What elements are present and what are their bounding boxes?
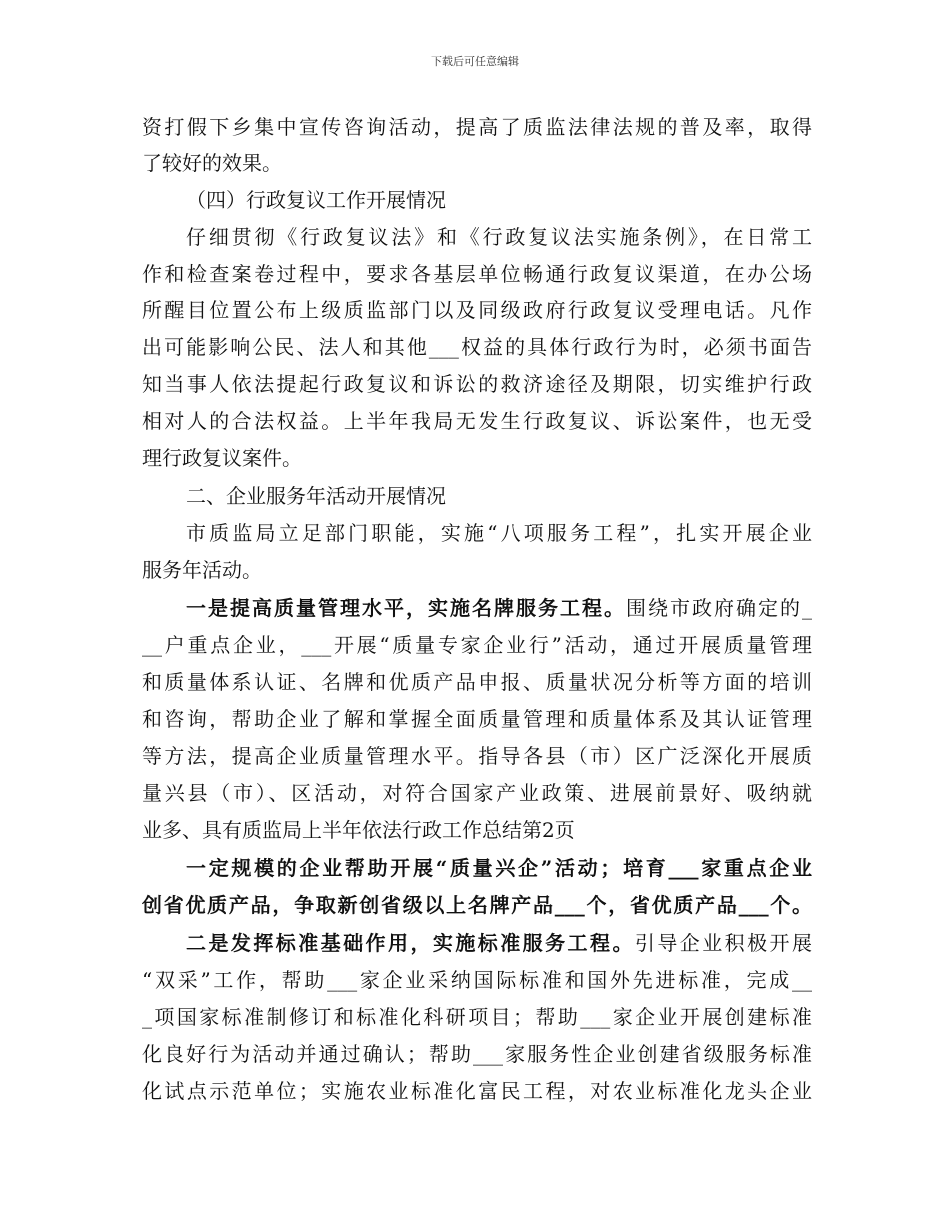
body-line: 一是提高质量管理水平，实施名牌服务工程。围绕市政府确定的_ — [186, 596, 812, 620]
body-line: 相对人的合法权益。上半年我局无发生行政复议、诉讼案件，也无受 — [142, 409, 812, 433]
body-line: 作和检查案卷过程中，要求各基层单位畅通行政复议渠道，在办公场 — [142, 262, 812, 286]
body-line: 知当事人依法提起行政复议和诉讼的救济途径及期限，切实维护行政 — [142, 372, 812, 396]
body-line-bold: 一定规模的企业帮助开展“质量兴企”活动；培育___家重点企业 — [186, 856, 812, 880]
body-line: 资打假下乡集中宣传咨询活动，提高了质监法律法规的普及率，取得 — [142, 115, 812, 139]
body-line: 服务年活动。 — [142, 558, 262, 582]
body-line: 二是发挥标准基础作用，实施标准服务工程。引导企业积极开展 — [186, 931, 813, 955]
body-line: 和质量体系认证、名牌和优质产品申报、质量状况分析等方面的培训 — [142, 670, 812, 694]
bold-lead: 一是提高质量管理水平，实施名牌服务工程。 — [186, 596, 626, 620]
body-line-bold: 创省优质产品，争取新创省级以上名牌产品___个，省优质产品___个。 — [142, 893, 813, 917]
body-line: 理行政复议案件。 — [142, 446, 302, 470]
body-line: 业多、具有质监局上半年依法行政工作总结第2页 — [142, 818, 575, 842]
body-line: 仔细贯彻《行政复议法》和《行政复议法实施条例》，在日常工 — [186, 225, 812, 249]
body-line: 量兴县（市）、区活动，对符合国家产业政策、进展前景好、吸纳就 — [142, 781, 812, 805]
body-line: 化试点示范单位；实施农业标准化富民工程，对农业标准化龙头企业 — [142, 1079, 812, 1103]
body-line: 和咨询，帮助企业了解和掌握全面质量管理和质量体系及其认证管理 — [142, 707, 812, 731]
body-line: _项国家标准制修订和标准化科研项目；帮助___家企业开展创建标准 — [142, 1005, 812, 1029]
body-line: 所醒目位置公布上级质监部门以及同级政府行政复议受理电话。凡作 — [142, 298, 812, 322]
body-line: 出可能影响公民、法人和其他___权益的具体行政行为时，必须书面告 — [142, 335, 813, 359]
bold-lead: 二是发挥标准基础作用，实施标准服务工程。 — [186, 931, 635, 955]
section-heading: （四）行政复议工作开展情况 — [186, 188, 446, 212]
page-header: 下载后可任意编辑 — [431, 55, 519, 68]
body-line: “双采”工作，帮助___家企业采纳国际标准和国外先进标准，完成__ — [142, 968, 812, 992]
section-heading: 二、企业服务年活动开展情况 — [186, 484, 446, 508]
body-line: 化良好行为活动并通过确认；帮助___家服务性企业创建省级服务标准 — [142, 1042, 812, 1066]
body-line: 市质监局立足部门职能，实施“八项服务工程”，扎实开展企业 — [186, 521, 812, 545]
body-line: 了较好的效果。 — [142, 151, 282, 175]
body-line: 等方法，提高企业质量管理水平。指导各县（市）区广泛深化开展质 — [142, 744, 812, 768]
body-line: __户重点企业，___开展“质量专家企业行”活动，通过开展质量管理 — [142, 633, 812, 657]
